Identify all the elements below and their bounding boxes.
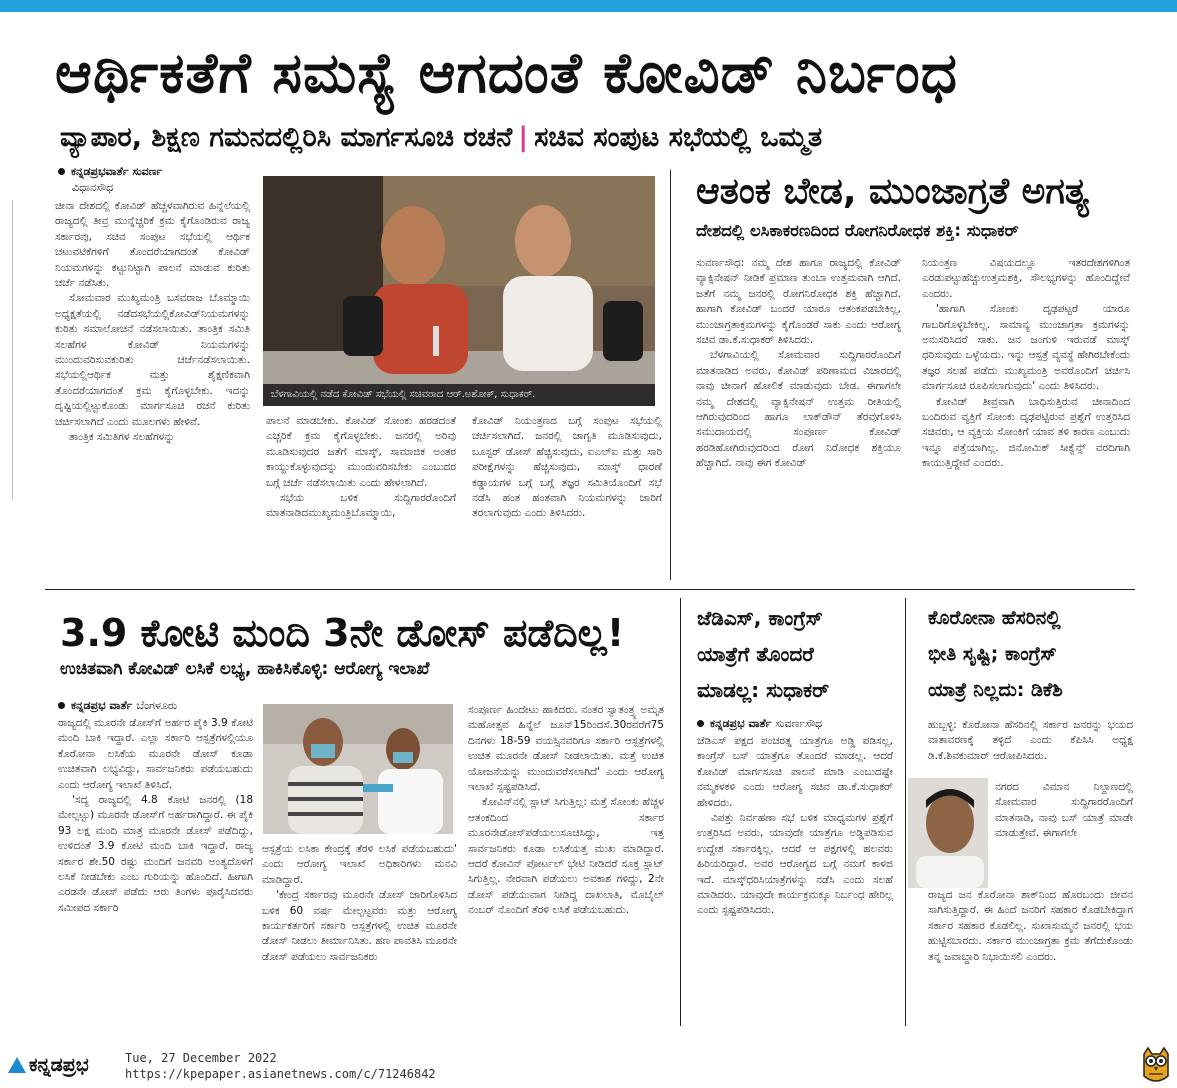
story4-body [697, 734, 893, 1026]
story1-byline-text: ಕನ್ನಡಪ್ರಭವಾರ್ತೆ ಸುವರ್ಣ [71, 165, 163, 178]
main-headline: ಆರ್ಥಿಕತೆಗೆ ಸಮಸ್ಯೆ ಆಗದಂತೆ ಕೋವಿಡ್ ನಿರ್ಬಂಧ [55, 41, 958, 106]
story3-col1-p2: 'ಸದ್ಯ ರಾಜ್ಯದಲ್ಲಿ 4.8 ಕೋಟಿ ಜನರಲ್ಲಿ (18 ಮೇಲ್ಪಟ್ಟು) ಮೂರನೇ ಡೋಸ್‌ಗೆ ಅರ್ಹರಾಗಿದ್ದಾರೆ. ಈ ಪೈಕಿ 93 ಲಕ್ಷ ಮಂದಿ ಮಾತ್ರ ಮೂರನೇ ಡೋಸ್ ಪಡೆದಿದ್ದು, ಉಳಿದಂತೆ 3.9 ಕೋಟಿ ಮಂದಿ ಬಾಕಿ ಇದ್ದಾರೆ. ರಾಜ್ಯ ಸರ್ಕಾರ ಶೇ.50 ರಷ್ಟು ಮಂದಿಗೆ ಜನವರಿ ಅಂತ್ಯದೊಳಗೆ ಲಸಿಕೆ ನೀಡಬೇಕು ಎಂಬ ಗುರಿಯನ್ನು ಹೊಂದಿದೆ. ಹೀಗಾಗಿ ಎರಡನೇ ಡೋಸ್ ಪಡೆದು ಆರು ತಿಂಗಳು ಪೂರೈಸಿದವರು ಸಮೀಪದ ಸರ್ಕಾರಿ [58, 794, 253, 914]
story3-photo [263, 704, 453, 834]
story1-col1-p2: ಸೋಮವಾರ ಮುಖ್ಯಮಂತ್ರಿ ಬಸವರಾಜ ಬೊಮ್ಮಾಯಿ ಅಧ್ಯಕ್ಷತೆಯಲ್ಲಿ ನಡೆದಸಭೆಯಲ್ಲಿಕೋವಿಡ್‌ನಿಯಮಗಳನ್ನು ಕುರಿತು ಸಮಾಲೋಚನೆ ನಡೆಸಲಾಯಿತು. ತಾಂತ್ರಿಕ ಸಮಿತಿ ಸಲಹೆಗಳ ಕೋವಿಡ್ ನಿಯಮಗಳನ್ನು ಮುಂದುವರಿಸುವಕುರಿತು ಚರ್ಚೆನಡೆಸಲಾಯಿತು. ಸಭೆಯಲ್ಲಿಆರ್ಥಿಕ ಮತ್ತು ಶೈಕ್ಷಣಿಕವಾಗಿ ತೊಂದರೆಯಾಗದಂತೆ ಕ್ರಮ ಕೈಗೊಳ್ಳಬೇಕು. ಇದನ್ನು ದೃಷ್ಟಿಯಲ್ಲಿಟ್ಟುಕೊಂಡು ಮಾರ್ಗಸೂಚಿ ರಚನೆ ಕುರಿತು ಚರ್ಚಿಸಲಾಗಿದೆ ಎಂದು ಮೂಲಗಳು ಹೇಳಿವೆ. [55, 292, 250, 428]
story3-place-text: ಬೆಂಗಳೂರು [136, 699, 178, 712]
story1-photo-caption: ಬೆಳಗಾವಿಯಲ್ಲಿ ನಡೆದ ಕೋವಿಡ್ ಸಭೆಯಲ್ಲಿ ಸಚಿವರಾದ ಆರ್.ಅಶೋಕ್, ಸುಧಾಕರ್. [263, 384, 655, 406]
story1-col1-p1: ಚೀನಾ ದೇಶದಲ್ಲಿ ಕೋವಿಡ್ ಹೆಚ್ಚಳವಾಗಿರುವ ಹಿನ್ನೆಲೆಯಲ್ಲಿ ರಾಜ್ಯದಲ್ಲಿ ತೀವ್ರ ಮುನ್ನೆಚ್ಚರಿಕೆ ಕ್ರಮ ಕೈಗೊಂಡಿರುವ ರಾಜ್ಯ ಸರ್ಕಾರವು, ಸಚಿವ ಸಂಪುಟ ಸಭೆಯಲ್ಲಿ ಆರ್ಥಿಕ ಚಟುವಟಿಕೆಗಳಿಗೆ ತೊಂದರೆಯಾಗದಂತೆ ಕೋವಿಡ್ ನಿಯಮಗಳನ್ನು ಕಟ್ಟುನಿಟ್ಟಾಗಿ ಪಾಲನೆ ಮಾಡುವ ಕುರಿತು ಚರ್ಚೆ ನಡೆಸಿತು. [55, 200, 250, 290]
story1-photo [263, 176, 655, 406]
story1-col2-p2: ಸಭೆಯ ಬಳಿಕ ಸುದ್ದಿಗಾರರೊಂದಿಗೆ ಮಾತನಾಡಿದಮುಖ್ಯಮಂತ್ರಿಬೊಮ್ಮಾಯಿ, [266, 492, 456, 520]
logo-triangle-icon [8, 1057, 26, 1073]
adjacent-page-edge [0, 200, 13, 500]
portrait-photo-illustration [908, 778, 988, 888]
story5-tail-p: ರಾಜ್ಯದ ಜನ ಕೊರೋನಾ ಶಾಕ್‌ನಿಂದ ಹೊರಬಂದು ಜೀವನ ಸಾಗಿಸುತ್ತಿದ್ದಾರೆ. ಈ ಹಿಂದೆ ಜನರಿಗೆ ಸಹಕಾರ ಕೊಡಬೇಕಿದ್ದಾಗ ಸರ್ಕಾರ ಸಹಕಾರ ಕೊಡಲಿಲ್ಲ. ಸುಖಾಸುಮ್ಮನೆ ಜನರಲ್ಲಿ ಭಯ ಹುಟ್ಟಿಸಬಾರದು. ಸರ್ಕಾರ ಮುಂಜಾಗ್ರತಾ ಕ್ರಮ ತೆಗೆದುಕೊಂಡು ತನ್ನ ಜವಾಬ್ದಾರಿ ನಿಭಾಯಿಸಲಿ ಎಂದರು. [928, 889, 1133, 963]
bullet-icon [58, 702, 65, 709]
story4-body-p2: ವಿಪತ್ತು ನಿರ್ವಹಣಾ ಸಭೆ ಬಳಿಕ ಮಾಧ್ಯಮಗಳ ಪ್ರಶ್ನೆಗೆ ಉತ್ತರಿಸಿದ ಅವರು, ಯಾವುದೇ ಯಾತ್ರೆಗೂ ಅಡ್ಡಿಪಡಿಸುವ ಉದ್ದೇಶ ಸರ್ಕಾರಕ್ಕಿಲ್ಲ. ಆದರೆ ಆ ಪಕ್ಷಗಳಲ್ಲಿ ಹಲವರು ಹಿರಿಯರಿದ್ದಾರೆ. ಅವರ ಆರೋಗ್ಯದ ಬಗ್ಗೆ ನಮಗೆ ಕಾಳಜಿ ಇದೆ. ಮಾಸ್ಕ್‌ಧರಿಸಿಯಾತ್ರೆಗಳನ್ನು ನಡೆಸಿ ಎಂದು ಸಲಹೆ ಮಾಡಿದರು. ಯಾವುದೇ ಕಾರ್ಯಕ್ರಮಕ್ಕೂ ನಿರ್ಬಂಧ ಹೇರಿಲ್ಲ ಎಂದು ಸ್ಪಷ್ಟಪಡಿಸಿದರು. [697, 812, 893, 917]
owl-icon-svg [1140, 1046, 1172, 1084]
vaccination-photo-illustration [263, 704, 453, 834]
story1-place [72, 181, 113, 195]
story5-title-line1: ಕೊರೋನಾ ಹೆಸರಿನಲ್ಲಿ [928, 607, 1061, 629]
story4-byline-text: ಕನ್ನಡಪ್ರಭ ವಾರ್ತೆ [710, 717, 772, 730]
column-rule [670, 170, 671, 580]
story1-col3-p1: ಕೋವಿಡ್ ನಿಯಂತ್ರಣದ ಬಗ್ಗೆ ಸಂಪುಟ ಸಭೆಯಲ್ಲಿ ಚರ್ಚಿಸಲಾಗಿದೆ. ಜನರಲ್ಲಿ ಜಾಗೃತಿ ಮೂಡಿಸುವುದು, ಬೂಸ್ಟರ್ ಡೋಸ್ ಹೆಚ್ಚಿಸುವುದು, ಐಎಲ್‌ಐ ಮತ್ತು ಸಾರಿ ಪರೀಕ್ಷೆಗಳನ್ನು ಹೆಚ್ಚಿಸುವುದು, ಮಾಸ್ಕ್ ಧಾರಣೆ ಕಡ್ಡಾಯಗಳ ಬಗ್ಗೆ ಬಗ್ಗೆ ತಜ್ಞರ ಸಮಿತಿಯೊಂದಿಗೆ ಸಭೆ ನಡೆಸಿ ಹಂತ ಹಂತವಾಗಿ ನಿಯಮಗಳನ್ನು ಜಾರಿಗೆ ತರಲಾಗುವುದು ಎಂದು ತಿಳಿಸಿದರು. [472, 415, 662, 520]
subhead-left: ವ್ಯಾಪಾರ, ಶಿಕ್ಷಣ ಗಮನದಲ್ಲಿರಿಸಿ ಮಾರ್ಗಸೂಚಿ ರಚನೆ [60, 122, 513, 153]
story3-title: 3.9 ಕೋಟಿ ಮಂದಿ 3ನೇ ಡೋಸ್ ಪಡೆದಿಲ್ಲ! [60, 611, 625, 655]
story1-col2-p1: ಪಾಲನೆ ಮಾಡಬೇಕು. ಕೋವಿಡ್ ಸೋಂಕು ಹರಡದಂತೆ ಎಚ್ಚರಿಕೆ ಕ್ರಮ ಕೈಗೊಳ್ಳಬೇಕು. ಜನರಲ್ಲಿ ಅರಿವು ಮೂಡಿಸುವುದರ ಜತೆಗೆ ಮಾಸ್ಕ್, ಸಾಮಾಜಿಕ ಅಂತರ ಕಾಯ್ದುಕೊಳ್ಳುವುದನ್ನು ಮುಂದುವರಿಸಬೇಕು ಎಂಬುದರ ಬಗ್ಗೆ ಚರ್ಚೆ ನಡೆಸಲಾಯಿತು ಎಂದು ಹೇಳಲಾಗಿದೆ. [266, 415, 456, 489]
story4-title-line2: ಯಾತ್ರೆಗೆ ತೊಂದರೆ [697, 642, 814, 666]
story5-title [928, 600, 1133, 708]
story5-photo [908, 778, 988, 888]
story1-col1-p3: ತಾಂತ್ರಿಕ ಸಮಿತಿಗಳ ಸಲಹೆಗಳನ್ನು [69, 431, 175, 444]
meeting-photo-illustration [263, 176, 655, 406]
story5-side [995, 780, 1133, 888]
story1-place-text: ವಿಧಾನಸೌಧ [72, 181, 114, 194]
section-rule [45, 589, 1135, 590]
story2-col2-p2: 'ಹಾಗಾಗಿ ಸೋಂಕು ದೃಢಪಟ್ಟರೆ ಯಾರೂ ಗಾಬರಿಗೊಳ್ಳಬೇಕಿಲ್ಲ. ಸಾಮಾನ್ಯ ಮುಂಜಾಗ್ರತಾ ಕ್ರಮಗಳನ್ನು ಅನುಸರಿಸಿದರೆ ಸಾಕು. ಜನ ಜಂಗುಳಿ ಇರುವಡೆ ಮಾಸ್ಕ್ ಧರಿಸುವುದು ಒಳ್ಳೆಯದು. ಇನ್ನು ಆಸ್ಪತ್ರೆ ವ್ಯವಸ್ಥೆ ಹೇಗಿರಬೇಕೆಂದು ತಜ್ಞರ ಸಲಹೆ ಪಡೆದು ಮುಖ್ಯಮಂತ್ರಿ ಅವರೊಂದಿಗೆ ಚರ್ಚಿಸಿ ಮಾರ್ಗಸೂಚಿ ರೂಪಿಸಲಾಗುವುದು' ಎಂದು ತಿಳಿಸಿದರು. [922, 303, 1130, 393]
column-rule [905, 598, 906, 1026]
story5-title-line2: ಭೀತಿ ಸೃಷ್ಟಿ; ಕಾಂಗ್ರೆಸ್ [928, 643, 1057, 665]
story2-col2-p3: ಕೋವಿಡ್ ತೀವ್ರವಾಗಿ ಬಾಧಿಸುತ್ತಿರುವ ಚೀನಾದಿಂದ ಬಂದಿರುವ ವ್ಯಕ್ತಿಗೆ ಸೋಂಕು ದೃಢಪಟ್ಟಿರುವ ಪ್ರಶ್ನೆಗೆ ಉತ್ತರಿಸಿದ ಸಚಿವರು, ಆ ವ್ಯಕ್ತಿಯ ಸೋಂಕಿಗೆ ಯಾವ ತಳಿ ಕಾರಣ ಎಂಬುದು ಇನ್ನೂ ಪತ್ತೆಯಾಗಿಲ್ಲ. ಜಿನೋಮಿಕ್ ಸೀಕ್ವೆನ್ಸ್ ವರದಿಗಾಗಿ ಕಾಯುತ್ತಿದ್ದೇವೆ ಎಂದರು. [922, 395, 1130, 470]
story3-col1-p1: ರಾಜ್ಯದಲ್ಲಿ ಮೂರನೇ ಡೋಸ್‌ಗೆ ಅರ್ಹರ ಪೈಕಿ 3.9 ಕೋಟಿ ಮಂದಿ ಬಾಕಿ ಇದ್ದಾರೆ. ಎಲ್ಲಾ ಸರ್ಕಾರಿ ಆಸ್ಪತ್ರೆಗಳಲ್ಲಿಯೂ ಕೊರೋನಾ ಲಸಿಕೆಯ ಮೂರನೇ ಡೋಸ್ ಕೂಡಾ ಉಚಿತವಾಗಿ ಲಭ್ಯವಿದ್ದು, ಸಾರ್ವಜನಿಕರು ಪಡೆಯಬಹುದು ಎಂದು ಆರೋಗ್ಯ ಇಲಾಖೆ ತಿಳಿಸಿದೆ. [58, 717, 253, 791]
story5-lead-p: ಹುಬ್ಬಳ್ಳಿ: ಕೊರೋನಾ ಹೆಸರಿನಲ್ಲಿ ಸರ್ಕಾರ ಜನರನ್ನು ಭಯದ ವಾತಾವರಣಕ್ಕೆ ತಳ್ಳಿದೆ ಎಂದು ಕೆಪಿಸಿಸಿ ಅಧ್ಯಕ್ಷ ಡಿ.ಕೆ.ಶಿವಕುಮಾರ್ ಆರೋಪಿಸಿದರು. [928, 719, 1133, 762]
story3-col3-p1: ಸಂಪೂರ್ಣ ಹಿಂದೇಟು ಹಾಕಿದರು. ನಂತರ ಸ್ವಾತಂತ್ರ್ಯ ಅಮೃತ ಮಹೋತ್ಸವ ಹಿನ್ನೆಲೆ ಜೂನ್15ರಿಂದಸೆ.30ರವರೆಗೆ75 ದಿನಗಳು 18-59 ವಯಸ್ಸಿನವರಿಗೂ ಸರ್ಕಾರಿ ಆಸ್ಪತ್ರೆಗಳಲ್ಲಿ ಉಚಿತ ಮೂರನೇ ಡೋಸ್ ನೀಡಲಾಯಿತು. ಮತ್ತೆ ಉಚಿತ ಯೋಜನೆಯನ್ನು ಮುಂದುವರೆಸಲಾಗಿದೆ' ಎಂದು ಆರೋಗ್ಯ ಇಲಾಖೆ ಸ್ಪಷ್ಟಪಡಿಸಿದೆ. [468, 704, 664, 794]
footer-url[interactable]: https://kpepaper.asianetnews.com/c/71246842 [125, 1067, 436, 1081]
story2-col2 [922, 256, 1130, 581]
logo-text: ಕನ್ನಡಪ್ರಭ [29, 1054, 89, 1076]
story3-col3 [468, 703, 664, 1026]
story2-col1-p1: ಸುವರ್ಣಸೌಧ: ನಮ್ಮ ದೇಶ ಹಾಗೂ ರಾಜ್ಯದಲ್ಲಿ ಕೋವಿಡ್ ವ್ಯಾಕ್ಸಿನೇಷನ್ ನೀಡಿಕೆ ಪ್ರಮಾಣ ತುಂಬಾ ಉತ್ತಮವಾಗಿ ಆಗಿದೆ. ಜತೆಗೆ ನಮ್ಮ ಜನರಲ್ಲಿ ರೋಗನಿರೋಧಕ ಶಕ್ತಿ ಹೆಚ್ಚಾಗಿದೆ. ಹಾಗಾಗಿ ಕೋವಿಡ್ ಬಂದರೆ ಯಾರೂ ಆತಂಕಪಡಬೇಕಿಲ್ಲ, ಮುಂಜಾಗ್ರತಾಕ್ರಮಗಳನ್ನು ಕೈಗೊಂಡರೆ ಸಾಕು ಎಂದು ಆರೋಗ್ಯ ಸಚಿವ ಡಾ.ಕೆ.ಸುಧಾಕರ್ ತಿಳಿಸಿದರು. [696, 257, 901, 347]
subhead-right: ಸಚಿವ ಸಂಪುಟ ಸಭೆಯಲ್ಲಿ ಒಮ್ಮತ [534, 122, 823, 153]
footer-date: Tue, 27 December 2022 [125, 1051, 277, 1065]
story4-byline [697, 717, 822, 731]
story3-byline-text: ಕನ್ನಡಪ್ರಭ ವಾರ್ತೆ [71, 699, 133, 712]
story4-title-line3: ಮಾಡಲ್ಲ: ಸುಧಾಕರ್ [697, 678, 830, 702]
story1-byline [58, 165, 162, 179]
story1-col3 [472, 414, 662, 584]
story1-col2 [266, 414, 456, 584]
story4-title-line1: ಜೆಡಿಎಸ್, ಕಾಂಗ್ರೆಸ್ [697, 606, 823, 630]
story5-lead [928, 718, 1133, 780]
story3-col2-p1: ಆಸ್ಪತ್ರೆಯ ಲಸಿಕಾ ಕೇಂದ್ರಕ್ಕೆ ತೆರಳಿ ಲಸಿಕೆ ಪಡೆಯಬಹುದು' ಎಂದು ಆರೋಗ್ಯ ಇಲಾಖೆ ಅಧಿಕಾರಿಗಳು ಮನವಿ ಮಾಡಿದ್ದಾರೆ. [262, 843, 457, 886]
story3-col3-p2: ಕೋವಿನ್‌ನಲ್ಲಿ ಸ್ಲಾಟ್ ಸಿಗುತ್ತಿಲ್ಲ: ಮತ್ತೆ ಸೋಂಕು ಹೆಚ್ಚಳ ಆತಂಕದಿಂದ ಸರ್ಕಾರ ಮೂರನೇಡೋಸ್‌ಪಡೆಯಲುಸೂಚಿಸಿದ್ದು, ಇತ್ತ ಸಾರ್ವಜನಿಕರು ಕೂಡಾ ಲಸಿಕೆಯತ್ತ ಮುಖ ಮಾಡಿದ್ದಾರೆ. ಆದರೆ ಕೋವಿನ್ ಪೋರ್ಟಲ್ ಭೇಟಿ ನೀಡಿದರೆ ಸೂಕ್ತ ಸ್ಲಾಟ್ ಸಿಗುತ್ತಿಲ್ಲ. ನೇರವಾಗಿ ಪಡೆಯಲು ಅವಕಾಶ ಗಳಿದ್ದು, 2ನೇ ಡೋಸ್ ಪಡೆಯುವಾಗ ನೀಡಿದ್ದ ದಾಖಲಾತಿ, ಮೊಬೈಲ್ ನಂಬರ್ ನೊಂದಿಗೆ ತೆರಳಿ ಲಸಿಕೆ ಪಡೆಯಬಹುದು. [468, 796, 664, 917]
story2-subtitle: ದೇಶದಲ್ಲಿ ಲಸಿಕಾಕರಣದಿಂದ ರೋಗನಿರೋಧಕ ಶಕ್ತಿ: ಸುಧಾಕರ್ [696, 221, 1019, 240]
story3-col2-p2: 'ಕೇಂದ್ರ ಸರ್ಕಾರವು ಮೂರನೇ ಡೋಸ್ ಜಾರಿಗೊಳಿಸಿದ ಬಳಿಕ 60 ವರ್ಷ ಮೇಲ್ಪಟ್ಟವರು ಮತ್ತು ಆರೋಗ್ಯ ಕಾರ್ಯಕರ್ತರಿಗೆ ಸರ್ಕಾರಿ ಆಸ್ಪತ್ರೆಗಳಲ್ಲಿ ಉಚಿತ ಮೂರನೇ ಡೋಸ್ ನೀಡಲು ತೀರ್ಮಾನಿಸಿತು. ಹಣ ಪಾವತಿಸಿ ಮೂರನೇ ಡೋಸ್ ಪಡೆಯಲು ಸಾರ್ವಜನಿಕರು [262, 889, 457, 963]
subhead-separator: | [518, 122, 529, 153]
story2-col2-p1: ನಿಯಂತ್ರಣ ವಿಷಯದಲ್ಲೂ ಇತರದೇಶಗಳಿಗಿಂತ ಎರಡುಪಟ್ಟುಹೆಚ್ಚುಉತ್ತಮಶಕ್ತಿ, ಸೌಲಭ್ಯಗಳನ್ನು ಹೊಂದಿದ್ದೇವೆ ಎಂದರು. [922, 257, 1130, 300]
story5-title-line3: ಯಾತ್ರೆ ನಿಲ್ಲದು: ಡಿಕೆಶಿ [928, 679, 1063, 701]
column-rule [680, 598, 681, 1026]
story4-body-p1: ಜೆಡಿಎಸ್ ಪಕ್ಷದ ಪಂಚರತ್ನ ಯಾತ್ರೆಗೂ ಅಡ್ಡಿ ಪಡಿಸಲ್ಲ, ಕಾಂಗ್ರೆಸ್ ಬಸ್ ಯಾತ್ರೆಗೂ ತೊಂದರೆ ಮಾಡಲ್ಲ. ಆದರೆ ಕೋವಿಡ್ ಮಾರ್ಗಸೂಚಿ ಪಾಲನೆ ಮಾಡಿ ಎಂಬುದಷ್ಟೇ ನಮ್ಮಕಳಕಳಿ ಎಂದು ಆರೋಗ್ಯ ಸಚಿವ ಡಾ.ಕೆ.ಸುಧಾಕರ್ ಹೇಳಿದರು. [697, 735, 893, 809]
story3-subtitle: ಉಚಿತವಾಗಿ ಕೋವಿಡ್ ಲಸಿಕೆ ಲಭ್ಯ, ಹಾಕಿಸಿಕೊಳ್ಳಿ: ಆರೋಗ್ಯ ಇಲಾಖೆ [60, 659, 430, 679]
bullet-icon [58, 168, 65, 175]
top-color-bar [0, 0, 1177, 12]
story3-col2 [262, 842, 457, 1026]
kannadaprabha-logo[interactable] [8, 1050, 89, 1080]
story4-title [697, 600, 897, 708]
footer-meta [125, 1050, 436, 1082]
story5-side-p: ನಗರದ ವಿಮಾನ ನಿಲ್ದಾಣದಲ್ಲಿ ಸೋಮವಾರ ಸುದ್ದಿಗಾರರೊಂದಿಗೆ ಮಾತನಾಡಿ, ನಾವು ಬಸ್ ಯಾತ್ರೆ ಮಾಡೇ ಮಾಡುತ್ತೇವೆ. ಈಗಾಗಲೇ [995, 781, 1133, 840]
story2-col1-p2: ಬೆಳಗಾವಿಯಲ್ಲಿ ಸೋಮವಾರ ಸುದ್ದಿಗಾರರೊಂದಿಗೆ ಮಾತನಾಡಿದ ಅವರು, ಕೋವಿಡ್ ಪರಿಣಾಮದ ವಿಚಾರದಲ್ಲಿ ನಾವು ಚೀನಾಗೆ ಹೋಲಿಕೆ ಮಾಡುವುದು ಬೇಡ. ಈಗಾಗಲೇ ನಮ್ಮ ದೇಶದಲ್ಲಿ ವ್ಯಾಕ್ಸಿನೇಷನ್ ಉತ್ತಮ ರೀತಿಯಲ್ಲಿ ಆಗಿರುವುದರಿಂದ ಹಾಗೂ ಲಾಕ್‌ಡೌನ್ ತೆರವುಗೊಳಿಸಿ ಸಮುದಾಯದಲ್ಲಿ ಸಂಪೂರ್ಣ ಕೋವಿಡ್ ಹರಡಿಹೋಗಿರುವುದರಿಂದ ರೋಗ ನಿರೋಧಕ ಶಕ್ತಿಯೂ ಹೆಚ್ಚಾಗಿದೆ. ನಾವು ಈಗ ಕೋವಿಡ್ [696, 349, 901, 470]
story1-col1 [55, 199, 250, 584]
bullet-icon [697, 720, 704, 727]
story3-byline [58, 699, 177, 713]
story5-tail [928, 888, 1133, 1026]
story3-col1 [58, 716, 253, 1026]
owl-icon[interactable] [1140, 1046, 1172, 1084]
story2-title: ಆತಂಕ ಬೇಡ, ಮುಂಜಾಗ್ರತೆ ಅಗತ್ಯ [696, 171, 1089, 212]
main-subhead [60, 118, 1140, 158]
story4-place-text: ಸುವರ್ಣಸೌಧ [775, 717, 823, 730]
story2-col1 [696, 256, 901, 581]
